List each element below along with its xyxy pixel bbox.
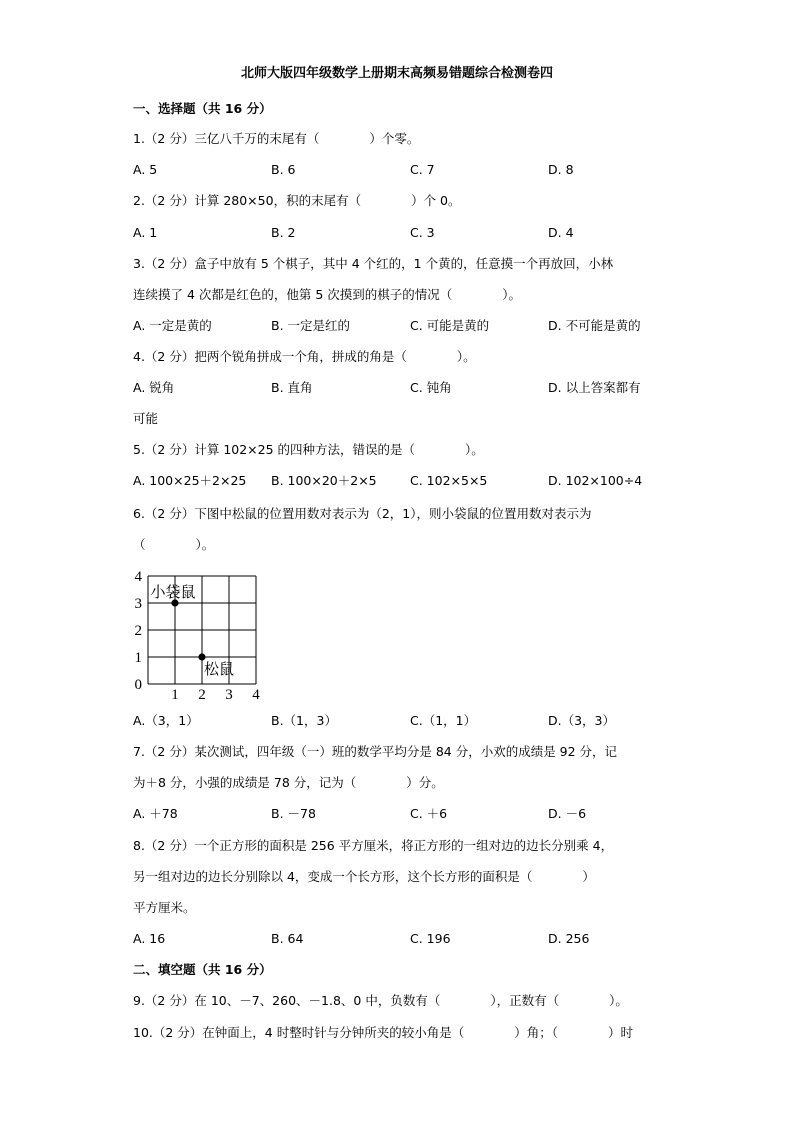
y-tick-label: 1	[134, 650, 142, 666]
q6-option-b: B.（1，3）	[271, 713, 337, 728]
q1-option-a: A. 5	[133, 162, 158, 177]
y-tick-label: 3	[134, 596, 142, 612]
q3-option-a: A. 一定是黄的	[133, 318, 212, 333]
q4-option-d-continued: 可能	[133, 411, 159, 426]
q4-option-c: C. 钝角	[410, 380, 452, 395]
section-heading-fill: 二、填空题（共 16 分）	[133, 962, 272, 977]
q7-stem-line1: 7.（2 分）某次测试，四年级（一）班的数学平均分是 84 分，小欢的成绩是 92 分，记	[133, 744, 618, 759]
q2-option-c: C. 3	[410, 225, 435, 240]
q4-option-a: A. 锐角	[133, 380, 175, 395]
q8-stem-line1: 8.（2 分）一个正方形的面积是 256 平方厘米，将正方形的一组对边的边长分别乘 4，	[133, 838, 614, 853]
page-title: 北师大版四年级数学上册期末高频易错题综合检测卷四	[240, 66, 553, 81]
y-tick-label: 2	[134, 623, 142, 639]
x-tick-label: 1	[171, 687, 179, 702]
q4-option-b: B. 直角	[271, 380, 313, 395]
q4-option-d: D. 以上答案都有	[548, 380, 641, 395]
q2-option-b: B. 2	[271, 225, 296, 240]
point-label: 小袋鼠	[150, 583, 196, 601]
q5-option-b: B. 100×20＋2×5	[271, 473, 377, 488]
q3-stem-line2: 连续摸了 4 次都是红色的，他第 5 次摸到的棋子的情况（ ）。	[133, 287, 522, 302]
q5-option-a: A. 100×25＋2×25	[133, 473, 247, 488]
q1-stem: 1.（2 分）三亿八千万的末尾有（ ）个零。	[133, 131, 420, 146]
q10-stem: 10.（2 分）在钟面上，4 时整时针与分钟所夹的较小角是（ ）角；（ ）时	[133, 1025, 633, 1040]
q8-option-d: D. 256	[548, 931, 590, 946]
point-label: 松鼠	[204, 660, 235, 678]
q3-option-d: D. 不可能是黄的	[548, 318, 641, 333]
q1-option-d: D. 8	[548, 162, 574, 177]
q2-option-d: D. 4	[548, 225, 574, 240]
x-tick-label: 2	[198, 687, 206, 702]
q6-stem-line1: 6.（2 分）下图中松鼠的位置用数对表示为（2，1），则小袋鼠的位置用数对表示为	[133, 506, 592, 521]
q9-stem: 9.（2 分）在 10、－7、260、－1.8、0 中，负数有（ ），正数有（ ）。	[133, 993, 628, 1008]
q6-stem-line2: （ ）。	[133, 537, 215, 552]
q7-option-c: C. ＋6	[410, 806, 448, 821]
q5-option-c: C. 102×5×5	[410, 473, 488, 488]
q8-option-b: B. 64	[271, 931, 304, 946]
q8-option-c: C. 196	[410, 931, 451, 946]
q8-option-a: A. 16	[133, 931, 166, 946]
q1-option-c: C. 7	[410, 162, 435, 177]
q5-option-d: D. 102×100÷4	[548, 473, 643, 488]
q3-stem-line1: 3.（2 分）盒子中放有 5 个棋子，其中 4 个红的，1 个黄的，任意摸一个再放回，小林	[133, 256, 614, 271]
q2-stem: 2.（2 分）计算 280×50，积的末尾有（ ）个 0。	[133, 193, 461, 208]
grid-svg	[128, 562, 278, 702]
y-tick-label: 0	[134, 677, 142, 693]
q8-stem-line3: 平方厘米。	[133, 900, 196, 915]
y-tick-label: 4	[134, 569, 142, 585]
q3-option-c: C. 可能是黄的	[410, 318, 490, 333]
q4-stem: 4.（2 分）把两个锐角拼成一个角，拼成的角是（ ）。	[133, 349, 476, 364]
q1-option-b: B. 6	[271, 162, 296, 177]
x-tick-label: 3	[225, 687, 233, 702]
section-heading-choice: 一、选择题（共 16 分）	[133, 101, 272, 116]
q6-option-c: C.（1，1）	[410, 713, 477, 728]
coordinate-grid-figure	[128, 562, 278, 702]
q3-option-b: B. 一定是红的	[271, 318, 351, 333]
x-tick-label: 4	[252, 687, 260, 702]
q8-stem-line2: 另一组对边的边长分别除以 4，变成一个长方形，这个长方形的面积是（ ）	[133, 869, 595, 884]
q2-option-a: A. 1	[133, 225, 158, 240]
q6-option-d: D.（3，3）	[548, 713, 616, 728]
q7-option-b: B. －78	[271, 806, 316, 821]
q5-stem: 5.（2 分）计算 102×25 的四种方法，错误的是（ ）。	[133, 442, 484, 457]
q7-option-d: D. －6	[548, 806, 587, 821]
q7-stem-line2: 为＋8 分，小强的成绩是 78 分，记为（ ）分。	[133, 775, 444, 790]
q6-option-a: A.（3，1）	[133, 713, 199, 728]
q7-option-a: A. ＋78	[133, 806, 178, 821]
